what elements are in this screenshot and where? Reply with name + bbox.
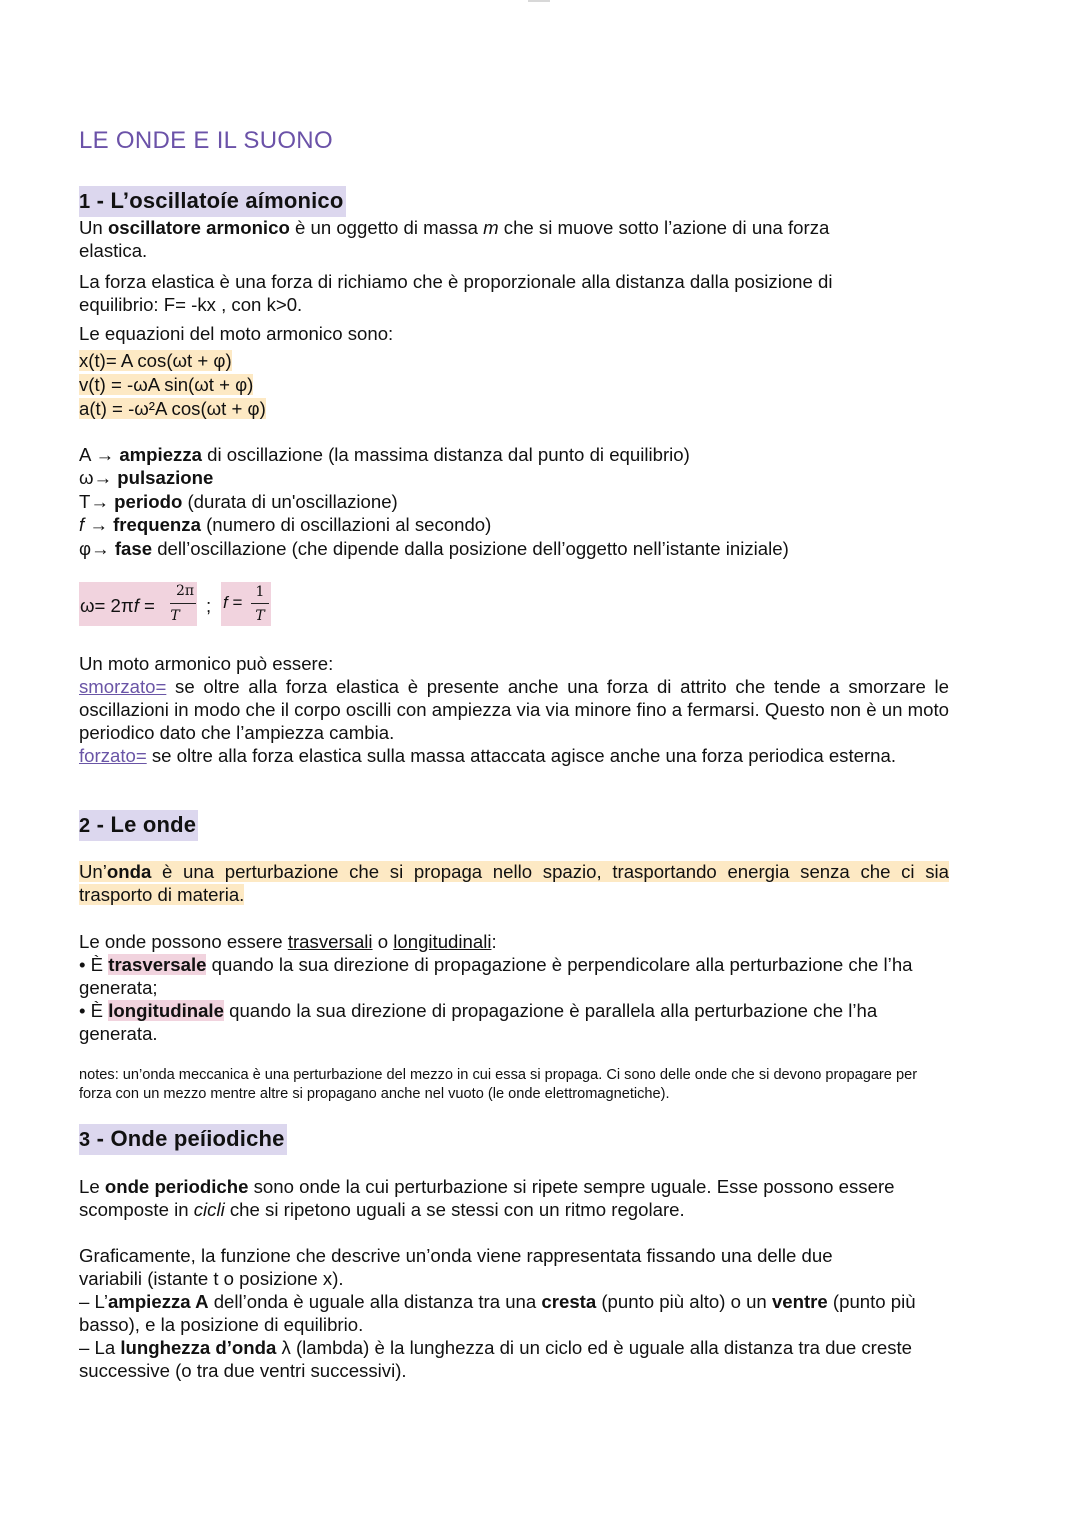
- section-3-number: 3: [79, 1129, 91, 1151]
- periodic-waves-definition: [79, 1175, 899, 1221]
- forzato-link[interactable]: forzato=: [79, 745, 147, 766]
- def-description: (numero di oscillazioni al secondo): [200, 514, 492, 535]
- def-term: frequenza: [113, 514, 201, 535]
- bullet-longitudinale: [79, 999, 939, 1045]
- equation-position: [79, 349, 949, 372]
- formula-f: f: [223, 593, 228, 612]
- oscillator-definition: [79, 216, 899, 262]
- text-run: – La: [79, 1337, 121, 1358]
- graphic-representation-paragraph: Graficamente, la funzione che descrive un’onda viene rappresentata fissando una delle due variabili (istante t o posizione x).: [79, 1245, 833, 1290]
- section-2-title: - Le onde: [90, 812, 197, 837]
- elastic-force-paragraph: La forza elastica è una forza di richiamo che è proporzionale alla distanza dalla posizione di equilibrio: F= -kx , con k>0.: [79, 271, 833, 316]
- term-ampiezza: ampiezza A: [107, 1291, 209, 1312]
- wave-types-intro: [79, 930, 949, 953]
- term-longitudinale: longitudinale: [108, 1000, 224, 1021]
- amplitude-paragraph: [79, 1290, 949, 1336]
- term-onde-periodiche: onde periodiche: [104, 1176, 249, 1197]
- section-1-number: 1: [79, 191, 91, 213]
- wave-definition-highlight: [79, 861, 949, 905]
- bullet-marker: • È: [79, 954, 109, 975]
- notes-paragraph: notes: un’onda meccanica è una perturbazione del mezzo in cui essa si propaga. Ci sono delle onde che si devono propagare per forza con un mezzo mentre altre si propagano anche nel vuoto (le onde elettromagnetiche).: [79, 1067, 918, 1102]
- equations-intro: Le equazioni del moto armonico sono:: [79, 323, 394, 344]
- document-title: LE ONDE E IL SUONO: [79, 127, 333, 154]
- bullet-trasversale: [79, 953, 939, 999]
- symbol-m: m: [483, 217, 499, 238]
- forzato-description: se oltre alla forza elastica sulla massa attaccata agisce anche una forza periodica esterna.: [146, 745, 897, 766]
- moto-forzato: [79, 744, 949, 767]
- text-run: è una perturbazione che si propaga nello spazio, trasportando energia senza che ci sia trasporto di materia.: [79, 861, 949, 906]
- term-ventre: ventre: [771, 1291, 828, 1312]
- def-term: pulsazione: [117, 467, 214, 488]
- formula-f: f: [133, 595, 139, 616]
- term-oscillatore-armonico: oscillatore armonico: [107, 217, 290, 238]
- text-run: Le onde possono essere: [79, 931, 288, 952]
- text-run: (punto più alto) o un: [596, 1291, 772, 1312]
- section-3-title: - Onde peíiodiche: [90, 1126, 285, 1151]
- text-run: sono onde la cui perturbazione si ripete sempre uguale. Esse possono essere scomposte in: [79, 1176, 895, 1221]
- def-symbol: f →: [79, 514, 114, 535]
- bullet-marker: • È: [79, 1000, 109, 1021]
- smorzato-description: se oltre alla forza elastica è presente anche una forza di attrito che tende a smorzare le oscillazioni in modo che il corpo oscilli con ampiezza via via minore fino a fermarsi. Questo non è un moto periodico dato che l’ampiezza cambia.: [79, 676, 949, 744]
- fraction-1-numerator: 2π: [175, 583, 195, 599]
- moto-smorzato: [79, 675, 949, 745]
- def-symbol: φ→: [79, 538, 115, 559]
- wave-definition: [79, 860, 949, 906]
- text-run: :: [491, 931, 497, 952]
- def-symbol: ω→: [79, 467, 118, 488]
- formula-equals: =: [138, 595, 155, 616]
- def-description: di oscillazione (la massima distanza dal punto di equilibrio): [202, 444, 690, 465]
- text-run: Le: [79, 1176, 105, 1197]
- term-onda: onda: [106, 861, 152, 882]
- term-trasversali: trasversali: [287, 931, 373, 952]
- def-symbol: A →: [79, 444, 120, 465]
- section-3-heading: [79, 1124, 287, 1155]
- def-periodo: [79, 490, 949, 513]
- term-lunghezza-onda: lunghezza d’onda: [120, 1337, 277, 1358]
- section-2-heading: [79, 810, 198, 841]
- def-description: dell’oscillazione (che dipende dalla posizione dell’oggetto nell’istante iniziale): [152, 538, 789, 559]
- fraction-1-denominator: T: [170, 608, 180, 624]
- text-run: Un’: [79, 861, 107, 882]
- def-frequenza: [79, 513, 949, 536]
- def-term: ampiezza: [119, 444, 202, 465]
- term-trasversale: trasversale: [108, 954, 207, 975]
- page-top-mark: [528, 0, 550, 2]
- wavelength-paragraph: [79, 1336, 919, 1382]
- formula-equals: =: [227, 593, 243, 612]
- text-run: o: [372, 931, 394, 952]
- text-run: (punto più basso), e la posizione di equilibrio.: [79, 1291, 916, 1336]
- text-run: – L’: [79, 1291, 108, 1312]
- equation-a: a(t) = -ω²A cos(ωt + φ): [79, 398, 266, 419]
- def-term: fase: [114, 538, 153, 559]
- text-run: che si muove sotto l’azione di una forza elastica.: [79, 217, 830, 262]
- formula-text: ω= 2π: [80, 595, 134, 616]
- equation-acceleration: [79, 397, 949, 420]
- text-run: dell’onda è uguale alla distanza tra una: [208, 1291, 542, 1312]
- section-1-title: - L’oscillatoíe aímonico: [90, 188, 344, 213]
- formula-separator: ;: [206, 595, 212, 616]
- text-run: che si ripetono uguali a se stessi con un ritmo regolare.: [224, 1199, 685, 1221]
- def-pulsazione: [79, 466, 949, 489]
- def-symbol: T→: [79, 491, 115, 512]
- def-fase: [79, 537, 949, 560]
- text-run: è un oggetto di massa: [289, 217, 484, 238]
- text-run: λ (lambda) è la lunghezza di un ciclo ed è uguale alla distanza tra due creste successive (o tra due ventri successivi).: [79, 1337, 913, 1382]
- def-ampiezza: [79, 443, 949, 466]
- equation-x: x(t)= A cos(ωt + φ): [79, 350, 232, 371]
- moto-intro: Un moto armonico può essere:: [79, 653, 334, 674]
- fraction-1-bar: [170, 603, 196, 604]
- bullet-text: quando la sua direzione di propagazione è parallela alla perturbazione che l’ha generata.: [79, 1000, 878, 1045]
- formula-omega-lhs: [80, 595, 155, 617]
- text-run: Un: [79, 217, 108, 238]
- bullet-text: quando la sua direzione di propagazione è perpendicolare alla perturbazione che l’ha generata;: [79, 954, 913, 999]
- section-2-number: 2: [79, 815, 91, 837]
- equation-velocity: [79, 373, 949, 396]
- term-cresta: cresta: [541, 1291, 597, 1312]
- def-term: periodo: [114, 491, 183, 512]
- equation-v: v(t) = -ωA sin(ωt + φ): [79, 374, 254, 395]
- term-cicli: cicli: [193, 1199, 225, 1221]
- def-description: (durata di un'oscillazione): [182, 491, 398, 512]
- smorzato-link[interactable]: smorzato=: [79, 676, 167, 697]
- fraction-2-denominator: T: [255, 608, 265, 624]
- section-1-heading: [79, 186, 346, 217]
- formula-f-lhs: [223, 593, 242, 613]
- fraction-2-numerator: 1: [255, 584, 265, 600]
- term-longitudinali: longitudinali: [393, 931, 492, 952]
- fraction-2-bar: [251, 603, 269, 604]
